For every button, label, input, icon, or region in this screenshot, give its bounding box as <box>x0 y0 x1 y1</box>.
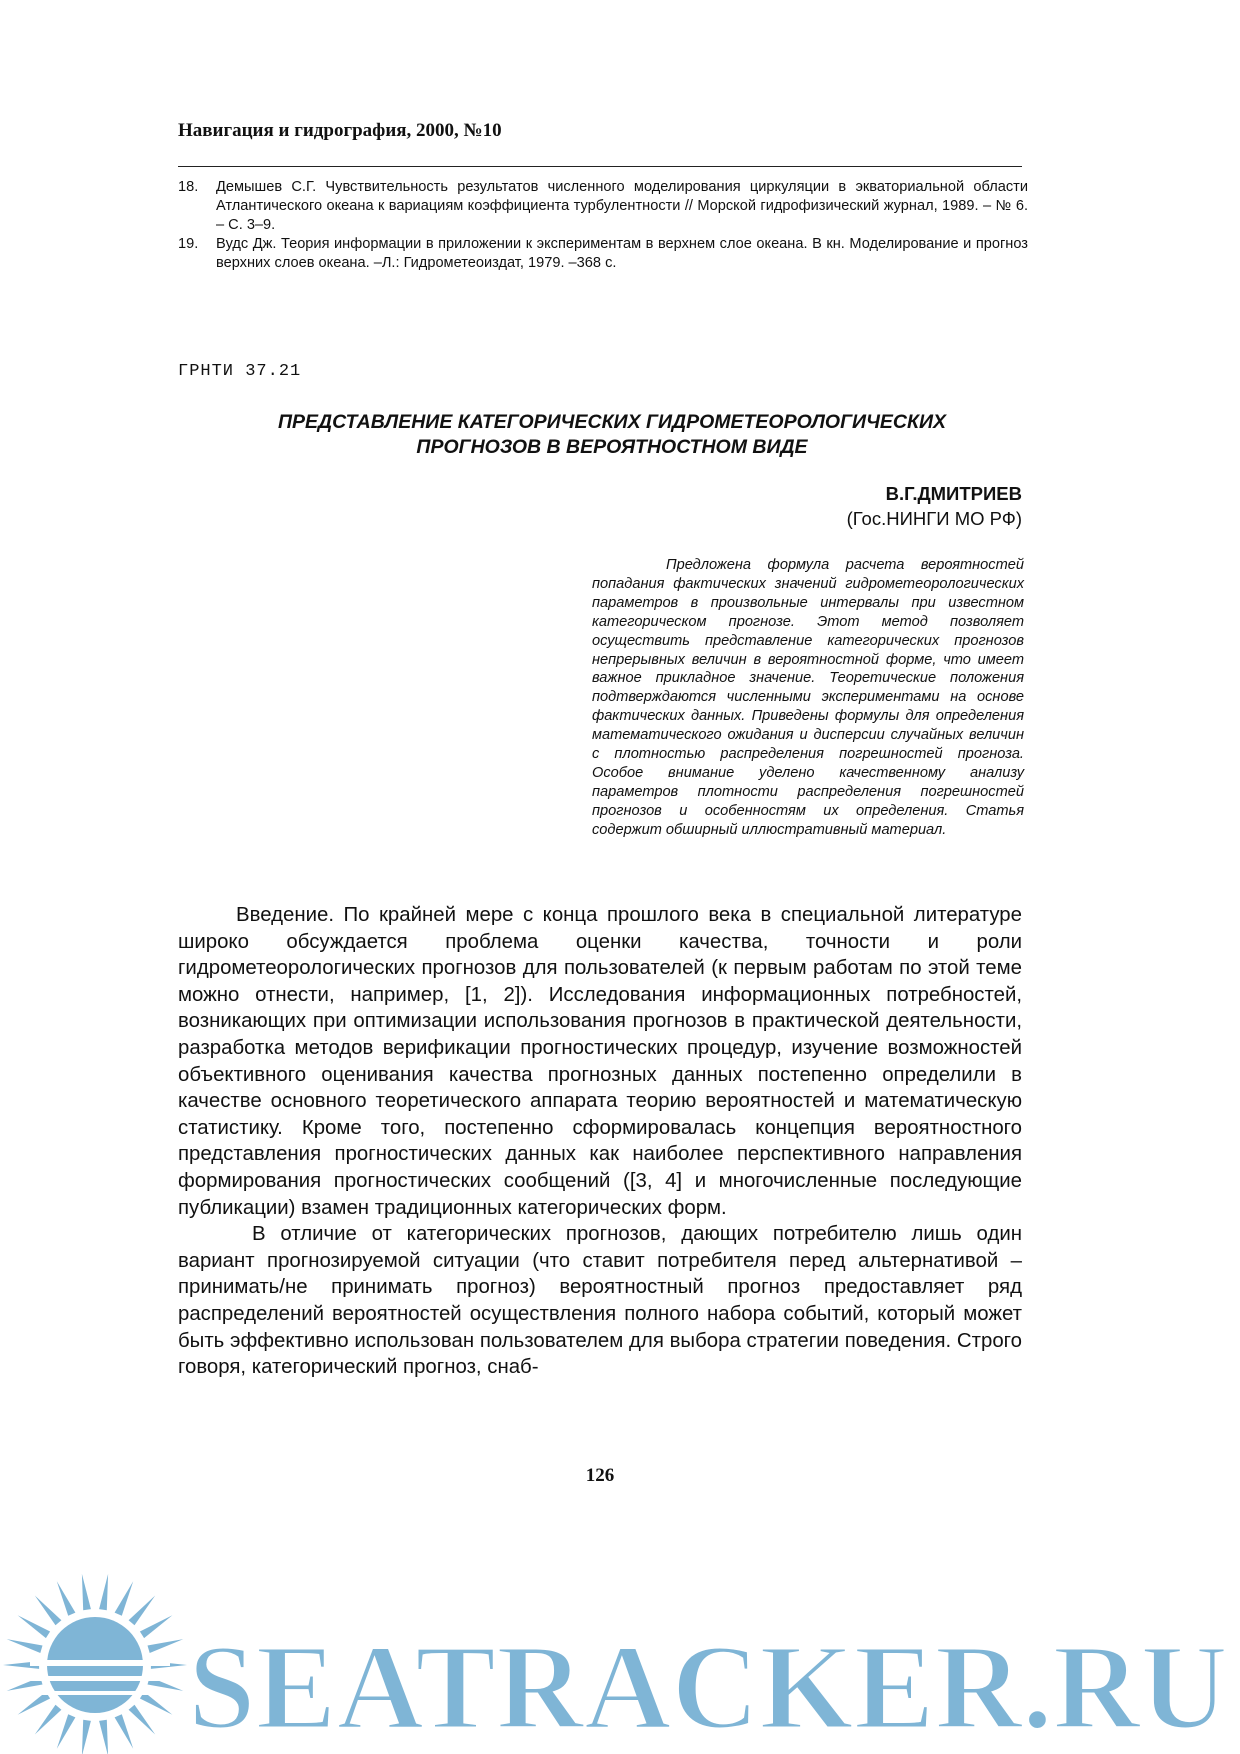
reference-item <box>178 235 1028 273</box>
watermark <box>0 1560 1240 1754</box>
sun-ray <box>140 1692 173 1715</box>
reference-list <box>178 178 1028 273</box>
reference-text: Демышев С.Г. Чувствительность результатов численного моделирования циркуляции в экваториальной области Атлантического океана к вариациям коэффициента турбулентности // Морской гидрофизический журнал, 1989. – № 6. – С. 3–9. <box>216 179 1028 233</box>
reference-item <box>178 178 1028 235</box>
sun-ray <box>115 1714 134 1749</box>
author-affiliation: (Гос.НИНГИ МО РФ) <box>846 508 1022 529</box>
grnti-code: ГРНТИ 37.21 <box>178 362 302 381</box>
article-title <box>178 410 1046 460</box>
running-head: Навигация и гидрография, 2000, №10 <box>178 120 502 141</box>
sun-ray <box>99 1574 108 1610</box>
body-paragraph: Введение. По крайней мере с конца прошлого века в специальной литературе широко обсуждается проблема оценки качества, точности и роли гидрометеорологических прогнозов для пользователей (к первым работам по этой теме можно отнести, например, [1, 2]). Исследования информационных потребностей, возникающих при оптимизации использования прогнозов в практической деятельности, разработка методов верификации прогностических процедур, изучение возможностей объективного оценивания качества прогнозных данных постепенно определили в качестве основного теоретического аппарата теорию вероятностей и математическую статистику. Кроме того, постепенно сформировалась концепция вероятностного представления прогностических данных как наиболее перспективного направления формирования прогностических сообщений ([3, 4] и многочисленные последующие публикации) взамен традиционных категорических форм. <box>178 904 1022 1219</box>
sun-ray <box>18 1692 51 1715</box>
sun-ray <box>115 1581 134 1616</box>
sun-ray <box>57 1581 76 1616</box>
sun-ray <box>148 1639 184 1653</box>
sun-ray <box>140 1615 173 1638</box>
article-body <box>178 902 1022 1381</box>
sun-ray <box>35 1596 62 1626</box>
reference-number: 19. <box>178 236 199 252</box>
sun-ray <box>35 1705 62 1735</box>
sun-ray <box>7 1639 43 1653</box>
header-rule <box>178 166 1022 167</box>
author-name: В.Г.ДМИТРИЕВ <box>885 483 1022 504</box>
reference-number: 18. <box>178 179 199 195</box>
sun-icon <box>3 1574 187 1754</box>
article-title-line: ПРЕДСТАВЛЕНИЕ КАТЕГОРИЧЕСКИХ ГИДРОМЕТЕОРОЛОГИЧЕСКИХ <box>278 411 946 433</box>
page-number: 126 <box>585 1465 615 1486</box>
body-paragraph: В отличие от категорических прогнозов, дающих потребителю лишь один вариант прогнозируемой ситуации (что ставит потребителя перед альтернативой – принимать/не принимать прогноз) вероятностный прогноз предоставляет ряд распределений вероятностей осуществления полного набора событий, который может быть эффективно использован пользователем для выбора стратегии поведения. Строго говоря, категорический прогноз, снаб- <box>178 1223 1022 1379</box>
abstract: Предложена формула расчета вероятностей попадания фактических значений гидрометеорологических параметров в произвольные интервалы при известном категорическом прогнозе. Этот метод позволяет осуществить представление категорических прогнозов непрерывных величин в вероятностной форме, что имеет важное прикладное значение. Теоретические положения подтверждаются численными экспериментами на основе фактических данных. Приведены формулы для определения математического ожидания и дисперсии случайных величин с плотностью распределения погрешностей прогноза. Особое внимание уделено качественному анализу параметров плотности распределения погрешностей прогнозов и особенностям их определения. Статья содержит обширный иллюстративный материал. <box>592 557 1024 838</box>
sun-ray <box>129 1705 156 1735</box>
sun-ray <box>57 1714 76 1749</box>
sun-ray <box>82 1720 91 1754</box>
reference-text: Вудс Дж. Теория информации в приложении к экспериментам в верхнем слое океана. В кн. Моделирование и прогноз верхних слоев океана. –Л.: Гидрометеоиздат, 1979. –368 с. <box>216 236 1028 271</box>
sun-ray <box>82 1574 91 1610</box>
watermark-text: SEATRACKER.RU <box>188 1620 1228 1754</box>
sun-ray <box>99 1720 108 1754</box>
article-title-line: ПРОГНОЗОВ В ВЕРОЯТНОСТНОМ ВИДЕ <box>416 436 808 458</box>
sun-ray <box>129 1596 156 1626</box>
sun-ray <box>18 1615 51 1638</box>
